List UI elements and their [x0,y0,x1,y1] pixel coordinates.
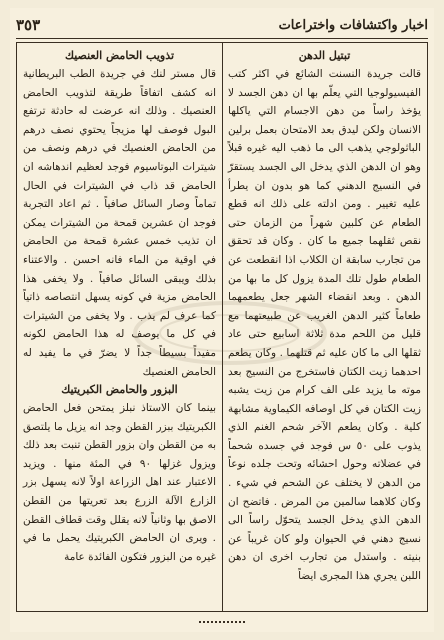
article-body-seeds: بينما كان الاستاذ نبلز يمتحن فعل الحامض الكبريتيك ببزر القطن وجد انه يزيل ما يلتصق به من القطن وان بزور القطن تنبت بعد ذلك ويزول غزلها ٩٠ في المئة منها . ويزيد الاعتبار عند اهل الزراعة اولاً لانه يسهل بزر الزارع الآلة الزرع بعد تعريتها من القطن الاصق بها وثانياً لانه يقلل وقت قطاف القطن . ويرى ان الحامض الكبريتيك يحمل ما في غيره من البزور فتكون الفائدة عامة [23,402,216,563]
page-header [16,14,428,36]
left-column [17,43,222,611]
article-heading-seeds: البزور والحامض الكبريتيك [61,383,178,397]
footer-rule [199,621,245,623]
article-heading-fat: تبتيل الدهن [298,49,351,62]
book-page [10,8,434,632]
article-body-fat: قالت جريدة النسنت الشائع في اكثر كتب الفيسيولوجيا التي يعلّم بها ان دهن الجسد لا يؤخذ راساً من دهن الاجسام التي ياكلها الانسان ولكن ليدق بعد الامتحان بعمل برلين الباثولوجي يذهب الى ما ذهب اليه غيره قبلاً وهو ان الدهن الذي يدخل الى الجسد يستقرّ في النسيج الدهني كما هو بدون ان يطرأ عليه تغيير . ومن ادلته على ذلك انه قطع الطعام عن كلبين شهراً من الزمان حتى نقص ثقلهما جميع ما كان . وكان قد تحقق من تجارب سابقة ان الكلاب اذا انقطعت عن الطعام طول تلك المدة يزول كل ما بها من الدهن . وبعد انقضاء الشهر جعل يطعمهما طعاماً كثير الدهن الغريب عن طبيعتهما مع قليل من اللحم مدة ثلاثة اسابيع حتى عاد ثقلها الى ما كان عليه ثم قتلهما . وكان يطعم احدهما زيت الكتان فاستخرج من النسيج بعد موته ما يزيد على الف كرام من زيت يشبه زيت الكتان في كل اوصافه الكيماوية مشابهة كلية . وكان يطعم الآخر شحم الغنم الذي يذوب على ٥٠ س فوجد في جسده شحماً في عضلاته وحول احشائه وتحت جلده نوعاً من الدهن لا يختلف عن الشحم في شيء . وكان كلاهما سالمين من المرض . فاتضح ان الدهن الذي يدخل الجسد يتحوّل راساً الى نسيج دهني في الحيوان ولو كان غريباً عن بنيته . واستدل من تجارب اخرى ان دهن اللبن يجري هذا المجرى ايضاً [228,68,421,583]
footer-ornament [10,616,434,628]
page-number: ٣٥٣ [16,16,41,34]
text-frame [16,42,428,612]
header-rule [16,38,428,39]
article-body-uric-acid: قال مستر لنك في جريدة الطب البريطانية انه كشف اتفاقاً طريقة لتذويب الحامض العنصيك . وذلك انه عرضت له حادثة ترتفع البول فوصف لها مزيجاً يحتوي نصف درهم من الحامض العنصيك في درهم ونصف من شيترات البوتاسيوم فوجد لعظيم اندهاشه ان الحامض قد ذاب في الشيترات في الحال تماماً وصار السائل صافياً . ثم اعاد التجربة فوجد ان عشرين قمحة من الشيترات يمكن ان تذيب خمس عشرة قمحة من الحامض في اوقية من الماء فانه احسن . والاعتناء بذلك ويبقى السائل صافياً . ولا يخفى هذا الحامض مزية في كونه يسهل انتصاصه ذاتياً كما عرف لم يذب . ولا يخفى من الشيترات في كل ما يوصف له هذا الحامض لكونه مفيداً بسيطاً جداً لا يضرّ في ما يفيد له الحامض العنصيك [23,68,216,378]
running-title: اخبار واكتشافات واختراعات [278,17,428,33]
right-column [222,43,427,611]
article-heading-uric-acid: تذويب الحامض العنصيك [64,49,175,62]
